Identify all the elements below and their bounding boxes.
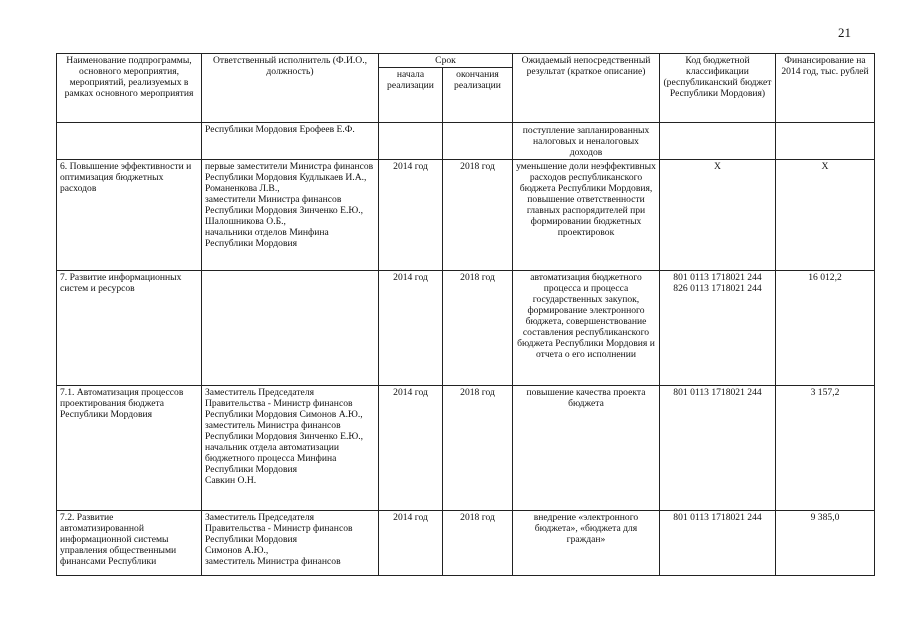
header-result: Ожидаемый непосредственный результат (краткое описание) [513,54,660,123]
cell-start: 2014 год [379,386,443,511]
header-term-end: окончания реализации [443,68,513,123]
cell-result: уменьшение доли неэффективных расходов республиканского бюджета Республики Мордовия, повышение ответственности главных распорядителей при формировании бюджетных проектировок [513,160,660,271]
cell-end [443,123,513,160]
cell-financing: Х [776,160,875,271]
table-row [57,271,875,386]
cell-end: 2018 год [443,511,513,576]
cell-start: 2014 год [379,160,443,271]
cell-code: 801 0113 1718021 244 [660,386,776,511]
table-row [57,160,875,271]
page-number: 21 [838,25,851,40]
cell-end: 2018 год [443,271,513,386]
cell-name [57,123,202,160]
cell-financing [776,123,875,160]
table-row [57,511,875,576]
cell-result: повышение качества проекта бюджета [513,386,660,511]
header-executor: Ответственный исполнитель (Ф.И.О., должность) [202,54,379,123]
header-financing: Финансирование на 2014 год, тыс. рублей [776,54,875,123]
cell-financing: 16 012,2 [776,271,875,386]
cell-financing: 9 385,0 [776,511,875,576]
cell-result: поступление запланированных налоговых и неналоговых доходов [513,123,660,160]
cell-financing: 3 157,2 [776,386,875,511]
cell-executor [202,271,379,386]
table-row [57,123,875,160]
header-row [57,54,875,68]
cell-executor: Республики Мордовия Ерофеев Е.Ф. [202,123,379,160]
table-row [57,386,875,511]
header-term: Срок [379,54,513,68]
cell-code [660,123,776,160]
header-name: Наименование подпрограммы, основного мероприятия, мероприятий, реализуемых в рамках основного мероприятия [57,54,202,123]
program-table [56,53,875,576]
cell-code: 801 0113 1718021 244 [660,511,776,576]
cell-executor: Заместитель Председателя Правительства - Министр финансов Республики Мордовия Симонов А.Ю., заместитель Министра финансов Республики Мордовия Зинченко Е.Ю., начальник отдела автоматизации бюджетного процесса Минфина Республики Мордовия Савкин О.Н. [202,386,379,511]
cell-end: 2018 год [443,160,513,271]
cell-start: 2014 год [379,511,443,576]
cell-code: 801 0113 1718021 244 826 0113 1718021 244 [660,271,776,386]
cell-result: внедрение «электронного бюджета», «бюджета для граждан» [513,511,660,576]
cell-name: 7. Развитие информационных систем и ресурсов [57,271,202,386]
cell-end: 2018 год [443,386,513,511]
cell-result: автоматизация бюджетного процесса и процесса государственных закупок, формирование электронного бюджета, совершенствование составления республиканского бюджета Республики Мордовия и отчета о его исполнении [513,271,660,386]
cell-name: 7.2. Развитие автоматизированной информационной системы управления общественными финансами Республики [57,511,202,576]
header-term-start: начала реализации [379,68,443,123]
cell-start: 2014 год [379,271,443,386]
cell-executor: Заместитель Председателя Правительства - Министр финансов Республики Мордовия Симонов А.Ю., заместитель Министра финансов [202,511,379,576]
cell-executor: первые заместители Министра финансов Республики Мордовия Кудлыкаев И.А., Романенкова Л.В., заместители Министра финансов Республики Мордовия Зинченко Е.Ю., Шалошникова О.Б., начальники отделов Минфина Республики Мордовия [202,160,379,271]
cell-start [379,123,443,160]
cell-code: Х [660,160,776,271]
cell-name: 6. Повышение эффективности и оптимизация бюджетных расходов [57,160,202,271]
cell-name: 7.1. Автоматизация процессов проектирования бюджета Республики Мордовия [57,386,202,511]
header-code: Код бюджетной классификации (республиканский бюджет Республики Мордовия) [660,54,776,123]
